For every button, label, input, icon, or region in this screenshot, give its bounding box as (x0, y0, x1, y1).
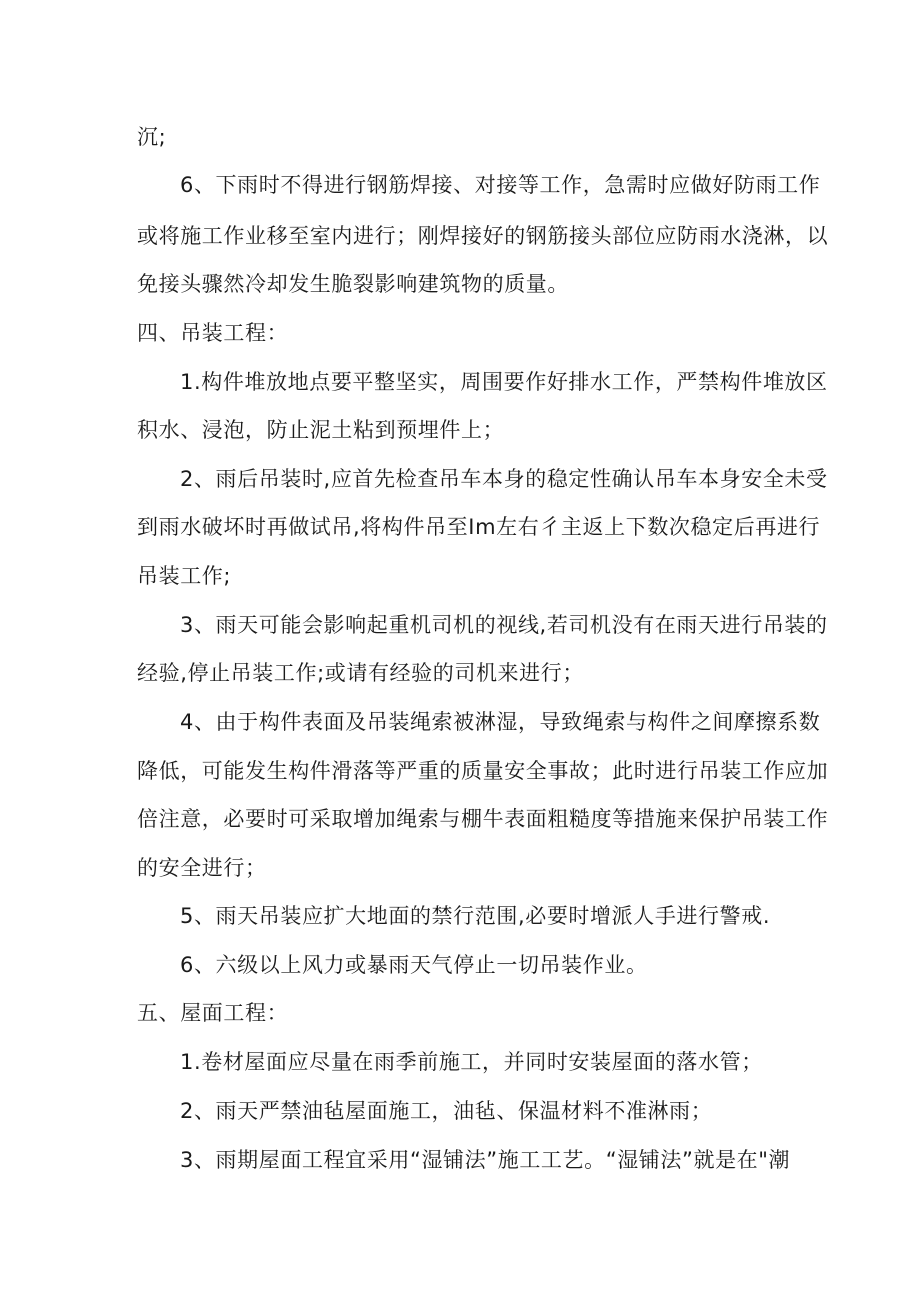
text-line: 3、雨期屋面工程宜采用“湿铺法”施工工艺。“湿铺法”就是在"潮 (180, 1148, 791, 1172)
text-line: 2、雨后吊装时,应首先检查吊车本身的稳定性确认吊车本身安全未受 (180, 467, 828, 491)
section-heading: 四、吊装工程： (137, 321, 289, 345)
text-line: 6、下雨时不得进行钢筋焊接、对接等工作，急需时应做好防雨工作 (180, 173, 821, 197)
text-line: 经验,停止吊装工作;或请有经验的司机来进行； (137, 661, 584, 685)
text-line: 6、六级以上风力或暴雨天气停止一切吊装作业。 (180, 953, 648, 977)
text-line: 1.构件堆放地点要平整坚实，周围要作好排水工作，严禁构件堆放区 (180, 370, 828, 394)
text-line: 或将施工作业移至室内进行；刚焊接好的钢筋接头部位应防雨水浇淋，以 (137, 224, 829, 248)
text-line: 积水、浸泡，防止泥土粘到预埋件上； (137, 418, 505, 442)
text-line: 免接头骤然冷却发生脆裂影响建筑物的质量。 (137, 272, 569, 296)
text-line: 1.卷材屋面应尽量在雨季前施工，并同时安装屋面的落水管； (180, 1050, 763, 1074)
text-line: 4、由于构件表面及吊装绳索被淋湿，导致绳索与构件之间摩擦系数 (180, 710, 821, 734)
text-line: 沉; (137, 125, 167, 149)
text-line: 2、雨天严禁油毡屋面施工，油毡、保温材料不准淋雨； (180, 1099, 713, 1123)
section-heading: 五、屋面工程： (137, 1001, 289, 1025)
text-line: 降低，可能发生构件滑落等严重的质量安全事故；此时进行吊装工作应加 (137, 759, 829, 783)
text-line: 的安全进行； (137, 856, 267, 880)
text-line: 到雨水破坏时再做试吊,将构件吊至Im左右彳主返上下数次稳定后再进行 (137, 515, 821, 539)
text-line: 吊装工作; (137, 564, 232, 588)
text-line: 倍注意，必要时可采取增加绳索与棚牛表面粗糙度等措施来保护吊装工作 (137, 807, 829, 831)
text-line: 3、雨天可能会影响起重机司机的视线,若司机没有在雨天进行吊装的 (180, 613, 828, 637)
text-line: 5、雨天吊装应扩大地面的禁行范围,必要时增派人手进行警戒. (180, 904, 771, 928)
